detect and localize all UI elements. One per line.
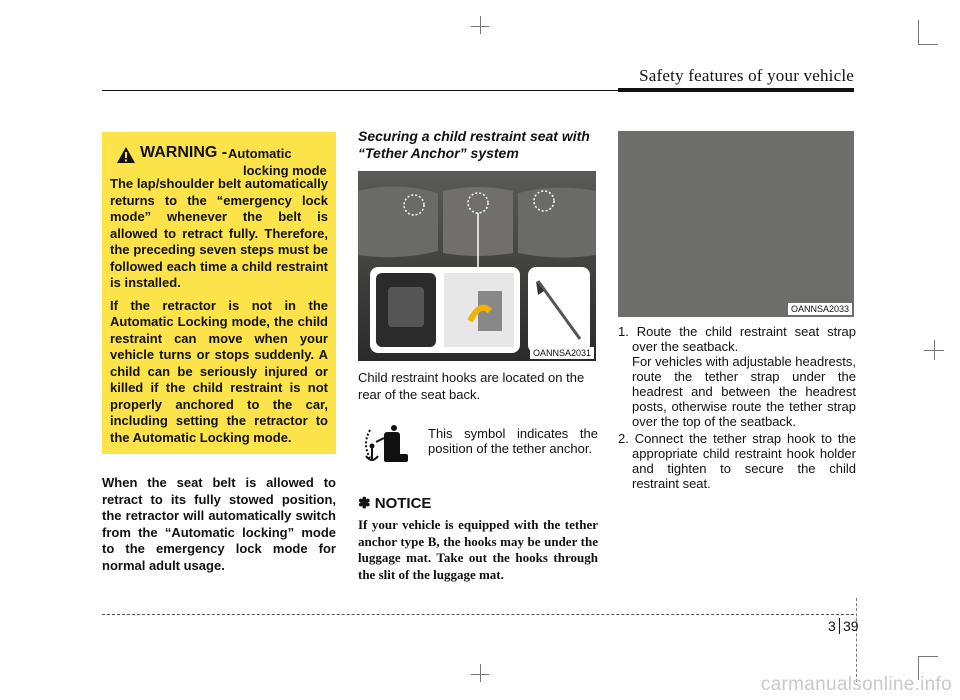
step-text: 1. Route the child restraint seat strap over the seatback. — [618, 324, 856, 354]
crop-mark — [918, 44, 938, 45]
warning-subtitle: Automatic — [228, 146, 292, 161]
instruction-steps — [618, 324, 856, 491]
header-rule-accent — [618, 88, 854, 92]
notice-heading: ✽ NOTICE — [358, 495, 432, 512]
page-number-divider — [839, 618, 840, 634]
crop-mark — [480, 664, 481, 682]
step-item — [618, 324, 856, 429]
section-title: Securing a child restraint seat with “Tether Anchor” system — [358, 128, 590, 161]
crop-mark — [924, 350, 944, 351]
footer-rule — [102, 614, 854, 615]
step-note: For vehicles with adjustable headrests, route the tether strap under the headrest and between the headrest posts, otherwise route the tether strap over the top of the seatback. — [632, 354, 857, 429]
body-paragraph: When the seat belt is allowed to retract to its fully stowed position, the retractor will automatically switch from the “Automatic locking” mode to the emergency lock mode for normal adult usage. — [102, 475, 336, 573]
warning-triangle-icon — [116, 146, 136, 164]
tether-anchor-photo — [358, 171, 596, 361]
warning-label: WARNING - — [140, 144, 228, 161]
notice-paragraph: If your vehicle is equipped with the tether anchor type B, the hooks may be under the luggage mat. Take out the hooks through the slit of the luggage mat. — [358, 517, 598, 582]
page-number: 39 — [843, 618, 859, 634]
crop-mark — [918, 656, 938, 657]
symbol-description: This symbol indicates the position of the tether anchor. — [428, 426, 598, 456]
headrest-photo — [618, 131, 854, 317]
image-code: OANNSA2031 — [530, 347, 594, 359]
running-header: Safety features of your vehicle — [639, 66, 854, 85]
crop-mark — [471, 26, 489, 27]
step-text: 2. Connect the tether strap hook to the appropriate child restraint hook holder and tighten to secure the child restraint seat. — [618, 431, 856, 491]
warning-paragraph: The lap/shoulder belt automatically returns to the “emergency lock mode” whenever the belt is allowed to retract fully. Therefore, the preceding seven steps must be followed each time a child restraint is installed. — [110, 176, 328, 290]
crop-mark — [856, 598, 858, 682]
image-code: OANNSA2033 — [788, 303, 852, 315]
body-paragraph: Child restraint hooks are located on the rear of the seat back. — [358, 370, 585, 402]
warning-subtitle: locking mode — [243, 163, 327, 178]
crop-mark — [471, 674, 489, 675]
warning-header — [110, 142, 328, 176]
chapter-number: 3 — [828, 618, 836, 634]
seatback-illustration — [358, 171, 596, 361]
warning-box — [102, 132, 336, 454]
warning-paragraph: If the retractor is not in the Automatic Locking mode, the child restraint can move when your vehicle turns or stops suddenly. A child can be seriously injured or killed if the child restraint is not properly anchored to the car, including setting the retractor to the Automatic Locking mode. — [110, 297, 328, 445]
step-item — [618, 431, 856, 491]
watermark: carmanualsonline.info — [760, 674, 952, 695]
crop-mark — [918, 20, 919, 44]
tether-anchor-icon — [362, 424, 412, 468]
crop-mark — [480, 16, 481, 34]
